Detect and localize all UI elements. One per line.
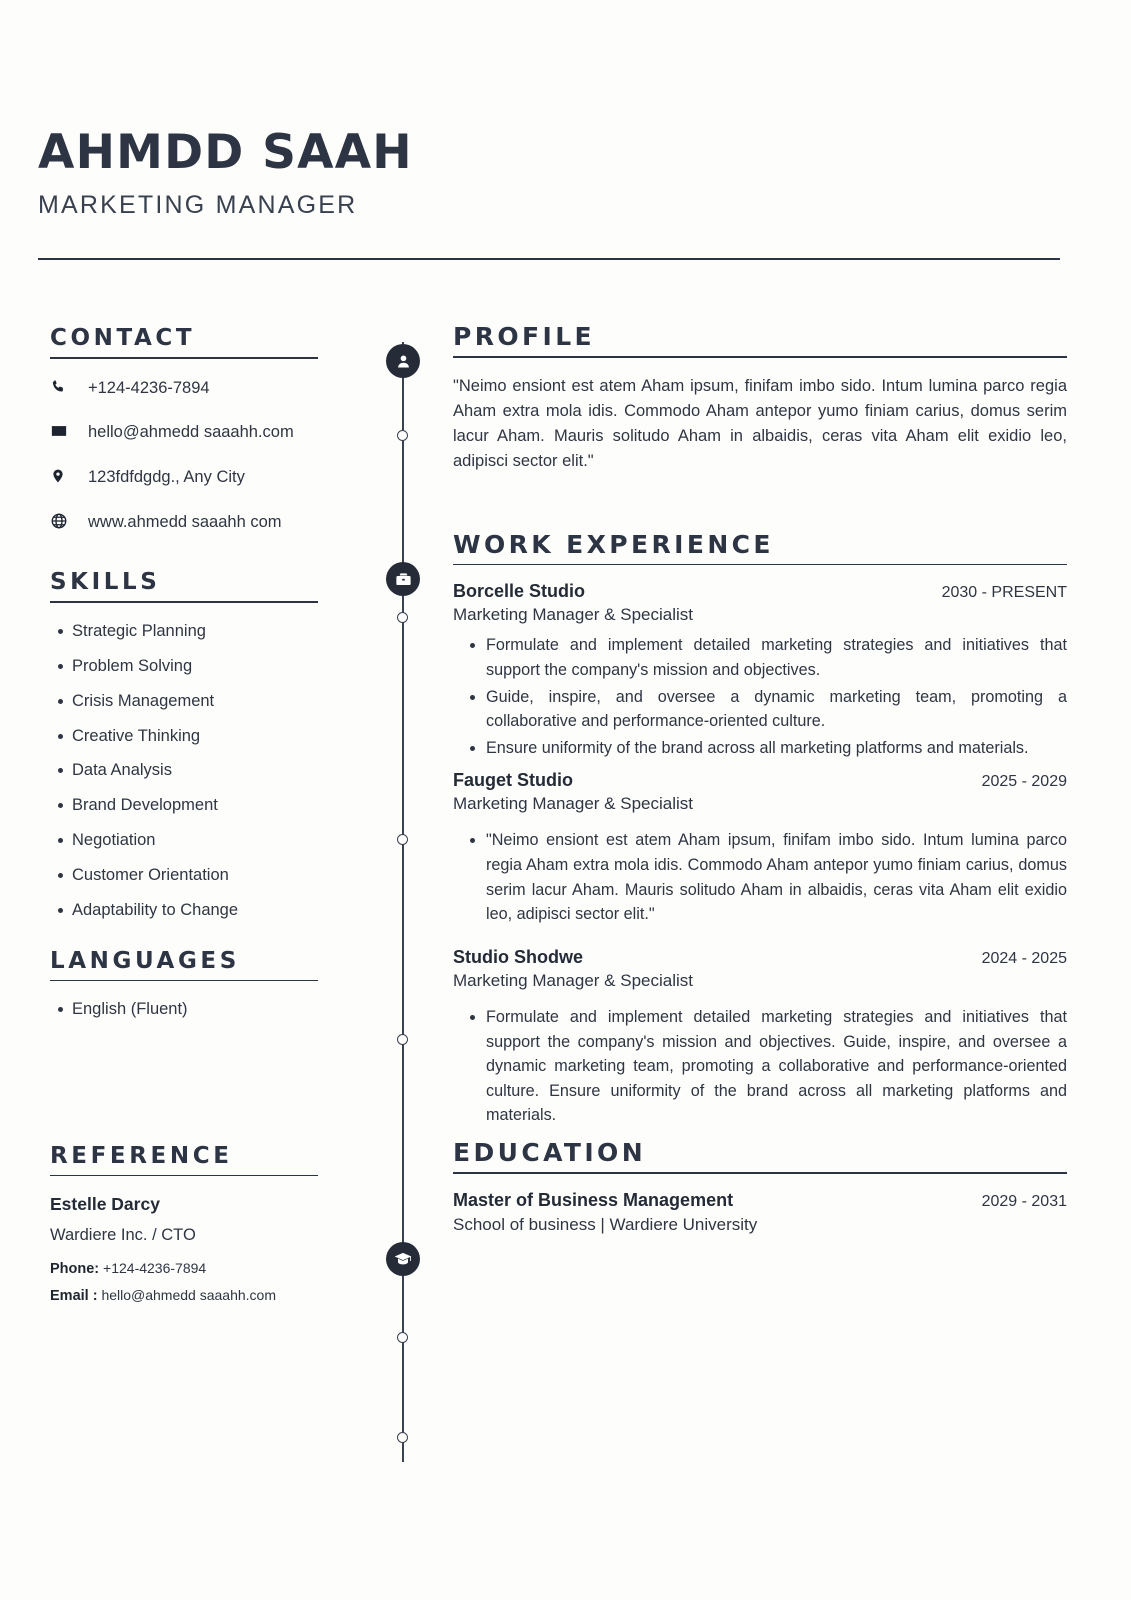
list-item: Formulate and implement detailed marketing strategies and initiatives that support the company's mission and objectives. Guide, inspire, and oversee a dynamic marketing team, promoting a collaborative and performance-oriented culture. Ensure uniformity of the brand across all marketing platforms and materials. (486, 1005, 1067, 1128)
resume-header (38, 125, 1060, 220)
section-divider (50, 980, 318, 982)
contact-email: hello@ahmedd saaahh.com (88, 423, 294, 442)
contact-heading: CONTACT (50, 325, 196, 351)
timeline-dot (397, 834, 408, 845)
timeline-dot (397, 1034, 408, 1045)
section-divider (50, 357, 318, 359)
job-entry (453, 947, 1067, 1128)
list-item: Adaptability to Change (72, 900, 350, 921)
languages-section (50, 948, 350, 1021)
skills-section (50, 569, 350, 921)
list-item: Strategic Planning (72, 621, 350, 642)
list-item: Data Analysis (72, 760, 350, 781)
job-role: Marketing Manager & Specialist (453, 605, 694, 625)
reference-phone-value: +124-4236-7894 (103, 1260, 207, 1277)
timeline-line (402, 342, 404, 1462)
contact-list (50, 377, 350, 536)
job-entry (453, 581, 1067, 760)
skills-list (50, 621, 350, 922)
section-divider (50, 601, 318, 603)
job-header (453, 770, 1067, 791)
section-divider (453, 1172, 1067, 1174)
education-entry (453, 1190, 1067, 1235)
list-item: Creative Thinking (72, 726, 350, 747)
education-section (453, 1138, 1067, 1235)
list-item (50, 511, 350, 535)
reference-email-value: hello@ahmedd saaahh.com (101, 1287, 276, 1304)
page-title: AHMDD SAAH (38, 125, 413, 180)
briefcase-icon (386, 562, 420, 596)
reference-email (50, 1287, 350, 1304)
section-divider (50, 1175, 318, 1177)
job-date: 2024 - 2025 (981, 949, 1067, 967)
job-role: Marketing Manager & Specialist (453, 970, 694, 990)
section-divider (453, 356, 1067, 358)
timeline-dot (397, 430, 408, 441)
timeline-dot (397, 1432, 408, 1443)
job-role: Marketing Manager & Specialist (453, 794, 694, 814)
contact-website: www.ahmedd saaahh com (88, 513, 282, 532)
job-date: 2025 - 2029 (981, 773, 1067, 791)
reference-role: Wardiere Inc. / CTO (50, 1226, 196, 1245)
education-header (453, 1190, 1067, 1211)
work-experience-heading: WORK EXPERIENCE (453, 529, 774, 559)
person-icon (386, 344, 420, 378)
list-item (50, 421, 350, 445)
list-item: "Neimo ensiont est atem Aham ipsum, finifam imbo sido. Intum lumina parco regia Aham extra mola idis. Commodo Aham antepor yumo finiam carius, domus serim lacur Aham. Mauris solitudo Aham in albaidis, ceras vita Aham elit exidio leo, adipisci sector elit." (486, 828, 1067, 927)
graduation-cap-icon (386, 1242, 420, 1276)
header-divider (38, 258, 1060, 260)
education-degree: Master of Business Management (453, 1189, 734, 1210)
email-icon (50, 421, 76, 440)
contact-section (50, 325, 350, 535)
reference-section (50, 1143, 350, 1305)
job-company: Borcelle Studio (453, 581, 586, 602)
list-item: Negotiation (72, 830, 350, 851)
profile-section (453, 322, 1067, 474)
timeline-dot (397, 612, 408, 623)
job-company: Studio Shodwe (453, 946, 583, 967)
reference-heading: REFERENCE (50, 1142, 233, 1169)
reference-phone (50, 1260, 350, 1277)
timeline-dot (397, 1332, 408, 1343)
main-content (453, 322, 1067, 1235)
reference-name: Estelle Darcy (50, 1194, 160, 1215)
job-header (453, 581, 1067, 602)
sidebar (50, 325, 350, 1314)
list-item: Formulate and implement detailed marketing strategies and initiatives that support the company's mission and objectives. (486, 633, 1067, 682)
list-item: Problem Solving (72, 656, 350, 677)
work-experience-section (453, 530, 1067, 1128)
reference-email-label: Email : (50, 1288, 98, 1305)
languages-list (50, 999, 350, 1020)
list-item: Guide, inspire, and oversee a dynamic marketing team, promoting a collaborative and performance-oriented culture. (486, 685, 1067, 734)
timeline (386, 322, 420, 1462)
list-item: Brand Development (72, 795, 350, 816)
location-icon (50, 466, 76, 485)
education-date: 2029 - 2031 (981, 1192, 1067, 1210)
languages-heading: LANGUAGES (50, 947, 240, 974)
skills-heading: SKILLS (50, 569, 161, 596)
header-subtitle: MARKETING MANAGER (38, 191, 358, 220)
job-company: Fauget Studio (453, 770, 573, 791)
reference-phone-label: Phone: (50, 1261, 100, 1278)
list-item (50, 377, 350, 401)
job-header (453, 947, 1067, 968)
list-item: Crisis Management (72, 691, 350, 712)
list-item: English (Fluent) (72, 999, 350, 1020)
job-bullet-list (453, 1005, 1067, 1128)
profile-heading: PROFILE (453, 322, 596, 351)
section-divider (453, 564, 1067, 566)
contact-phone: +124-4236-7894 (88, 378, 210, 397)
job-bullet-list (453, 633, 1067, 760)
job-bullet-list (453, 828, 1067, 927)
profile-text: "Neimo ensiont est atem Aham ipsum, finifam imbo sido. Intum lumina parco regia Aham extra mola idis. Commodo Aham antepor yumo finiam carius, domus serim lacur Aham. Mauris solitudo Aham in albaidis, ceras vita Aham elit exidio leo, adipisci sector elit." (453, 376, 1067, 470)
job-date: 2030 - PRESENT (941, 584, 1067, 602)
phone-icon (50, 377, 76, 395)
globe-icon (50, 511, 76, 530)
job-entry (453, 770, 1067, 927)
list-item (50, 466, 350, 490)
list-item: Customer Orientation (72, 865, 350, 886)
contact-address: 123fdfdgdg., Any City (88, 468, 245, 487)
education-heading: EDUCATION (453, 1138, 647, 1168)
list-item: Ensure uniformity of the brand across all marketing platforms and materials. (486, 736, 1067, 761)
education-school: School of business | Wardiere University (453, 1214, 758, 1234)
